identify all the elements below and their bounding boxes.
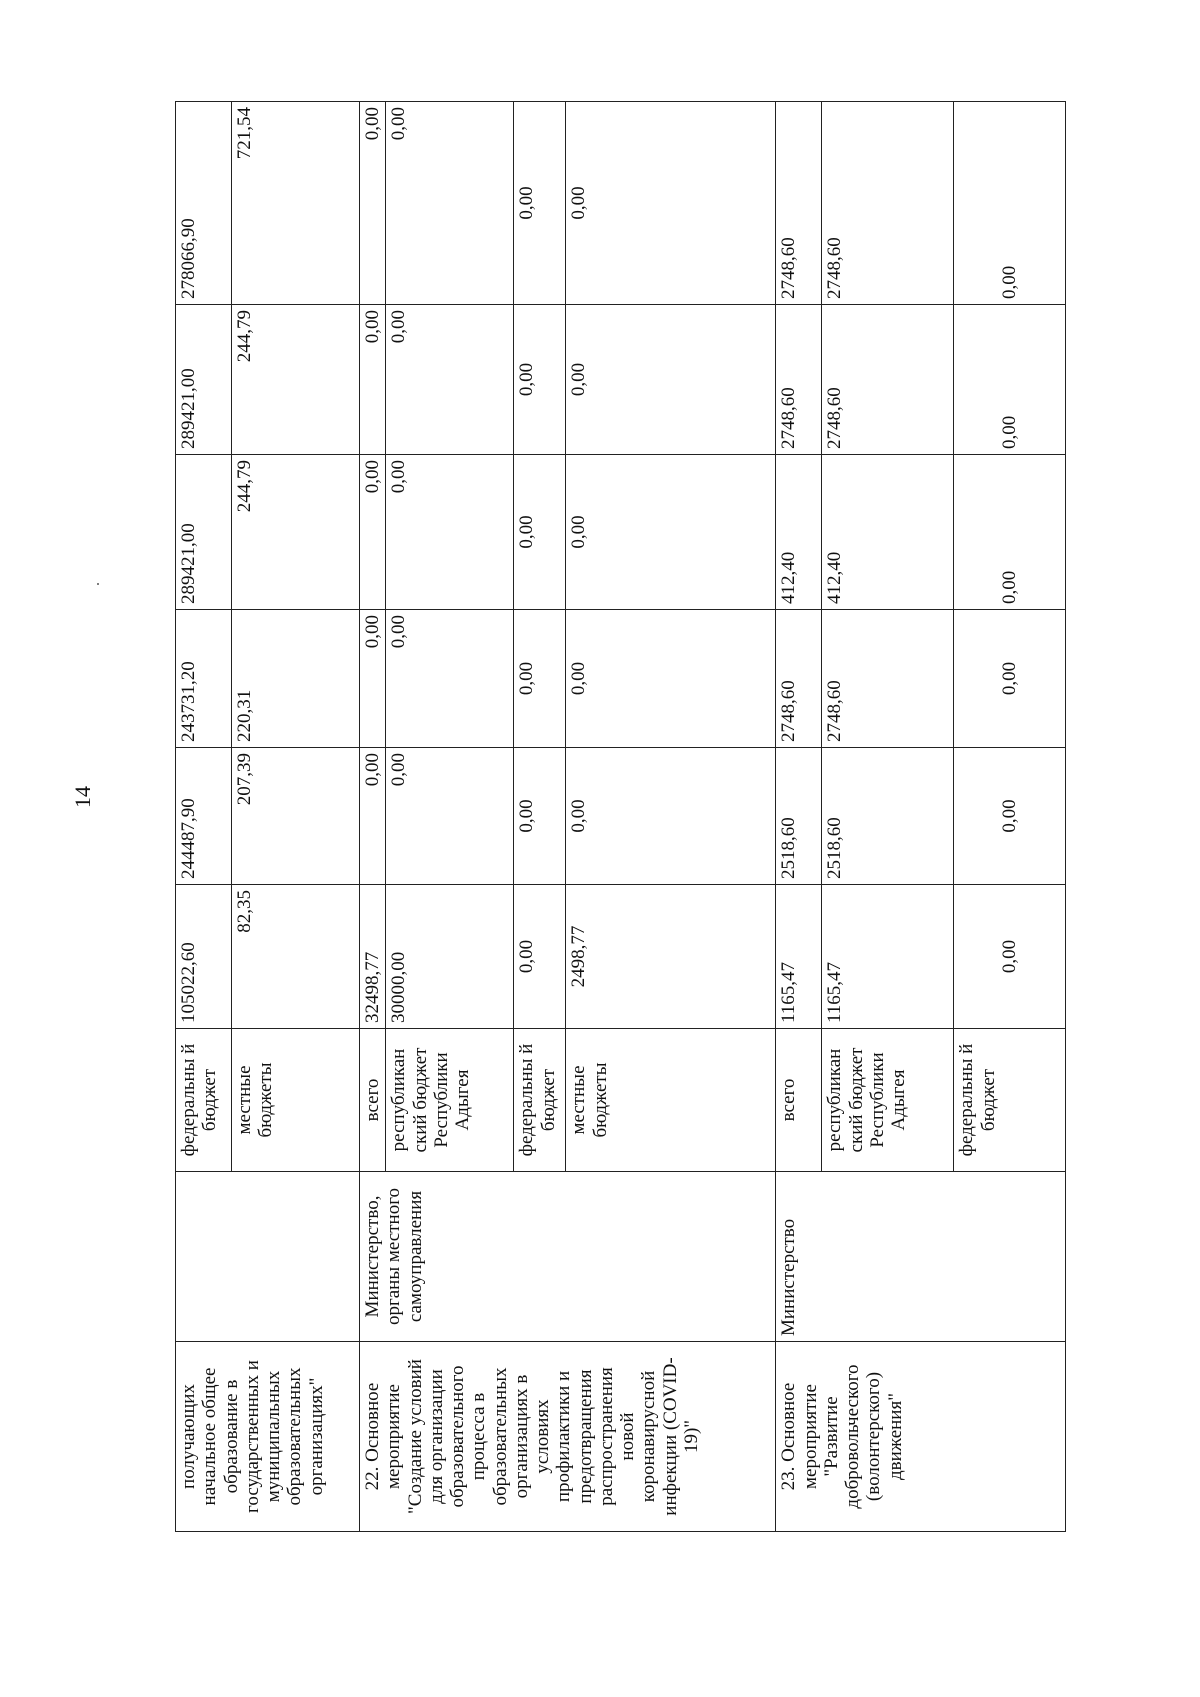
value-cell: 0,00 xyxy=(514,748,566,885)
value-cell: 30000,00 xyxy=(386,885,514,1029)
value-cell: 412,40 xyxy=(822,455,954,610)
value-cell: 244,79 xyxy=(232,455,360,610)
value-cell: 289421,00 xyxy=(176,305,232,455)
value-cell: 0,00 xyxy=(954,885,1066,1029)
value-cell: 243731,20 xyxy=(176,610,232,748)
value-cell: 0,00 xyxy=(566,748,776,885)
value-cell: 0,00 xyxy=(566,305,776,455)
value-cell: 2518,60 xyxy=(822,748,954,885)
budget-source-cell: федеральны й бюджет xyxy=(954,1029,1066,1172)
value-cell: 0,00 xyxy=(360,455,386,610)
value-cell: 0,00 xyxy=(566,102,776,305)
value-cell: 278066,90 xyxy=(176,102,232,305)
value-cell: 0,00 xyxy=(360,305,386,455)
scan-speck xyxy=(97,583,99,585)
value-cell: 2748,60 xyxy=(776,610,822,748)
value-cell: 0,00 xyxy=(566,610,776,748)
value-cell: 2518,60 xyxy=(776,748,822,885)
value-cell: 2748,60 xyxy=(776,305,822,455)
value-cell: 412,40 xyxy=(776,455,822,610)
value-cell: 0,00 xyxy=(514,455,566,610)
value-cell: 0,00 xyxy=(514,885,566,1029)
value-cell: 0,00 xyxy=(514,305,566,455)
value-cell: 220,31 xyxy=(232,610,360,748)
value-cell: 2748,60 xyxy=(822,305,954,455)
value-cell: 207,39 xyxy=(232,748,360,885)
value-cell: 0,00 xyxy=(514,102,566,305)
value-cell: 0,00 xyxy=(360,748,386,885)
budget-source-cell: всего xyxy=(776,1029,822,1172)
value-cell: 0,00 xyxy=(954,102,1066,305)
value-cell: 0,00 xyxy=(360,102,386,305)
activity-name-cell: 23. Основное мероприятие "Развитие добровольческого (волонтерского) движения" xyxy=(776,1342,1066,1532)
budget-source-cell: федеральны й бюджет xyxy=(514,1029,566,1172)
value-cell: 1165,47 xyxy=(822,885,954,1029)
budget-source-cell: местные бюджеты xyxy=(566,1029,776,1172)
value-cell: 0,00 xyxy=(386,455,514,610)
value-cell: 0,00 xyxy=(386,610,514,748)
budget-source-cell: республикан ский бюджет Республики Адыгея xyxy=(822,1029,954,1172)
budget-source-cell: федеральны й бюджет xyxy=(176,1029,232,1172)
table-row xyxy=(360,102,386,1532)
rotated-table-container xyxy=(175,102,1063,1532)
value-cell: 0,00 xyxy=(514,610,566,748)
value-cell: 1165,47 xyxy=(776,885,822,1029)
activity-name-cell: 22. Основное мероприятие "Создание условий для организации образовательного процесса в образовательных организациях в условиях профилактики и предотвращения распространения новой коронавирусной инфекции (COVID-19)" xyxy=(360,1342,776,1532)
value-cell: 2748,60 xyxy=(822,102,954,305)
budget-source-cell: всего xyxy=(360,1029,386,1172)
value-cell: 2748,60 xyxy=(776,102,822,305)
value-cell: 721,54 xyxy=(232,102,360,305)
value-cell: 0,00 xyxy=(360,610,386,748)
value-cell: 0,00 xyxy=(954,748,1066,885)
value-cell: 2748,60 xyxy=(822,610,954,748)
value-cell: 0,00 xyxy=(386,748,514,885)
value-cell: 0,00 xyxy=(954,610,1066,748)
page-number: 14 xyxy=(70,786,95,808)
value-cell: 0,00 xyxy=(954,305,1066,455)
table-row xyxy=(176,102,232,1532)
value-cell: 289421,00 xyxy=(176,455,232,610)
value-cell: 244487,90 xyxy=(176,748,232,885)
value-cell: 105022,60 xyxy=(176,885,232,1029)
value-cell: 0,00 xyxy=(954,455,1066,610)
executor-cell xyxy=(176,1172,360,1342)
executor-cell: Министерство xyxy=(776,1172,1066,1342)
budget-source-cell: республикан ский бюджет Республики Адыгея xyxy=(386,1029,514,1172)
executor-cell: Министерство, органы местного самоуправления xyxy=(360,1172,776,1342)
budget-source-cell: местные бюджеты xyxy=(232,1029,360,1172)
value-cell: 0,00 xyxy=(386,102,514,305)
value-cell: 82,35 xyxy=(232,885,360,1029)
value-cell: 32498,77 xyxy=(360,885,386,1029)
activity-name-cell: получающих начальное общее образование в государственных и муниципальных образовательных организациях" xyxy=(176,1342,360,1532)
value-cell: 2498,77 xyxy=(566,885,776,1029)
value-cell: 0,00 xyxy=(566,455,776,610)
budget-table xyxy=(175,101,1066,1532)
table-row xyxy=(776,102,822,1532)
value-cell: 0,00 xyxy=(386,305,514,455)
value-cell: 244,79 xyxy=(232,305,360,455)
